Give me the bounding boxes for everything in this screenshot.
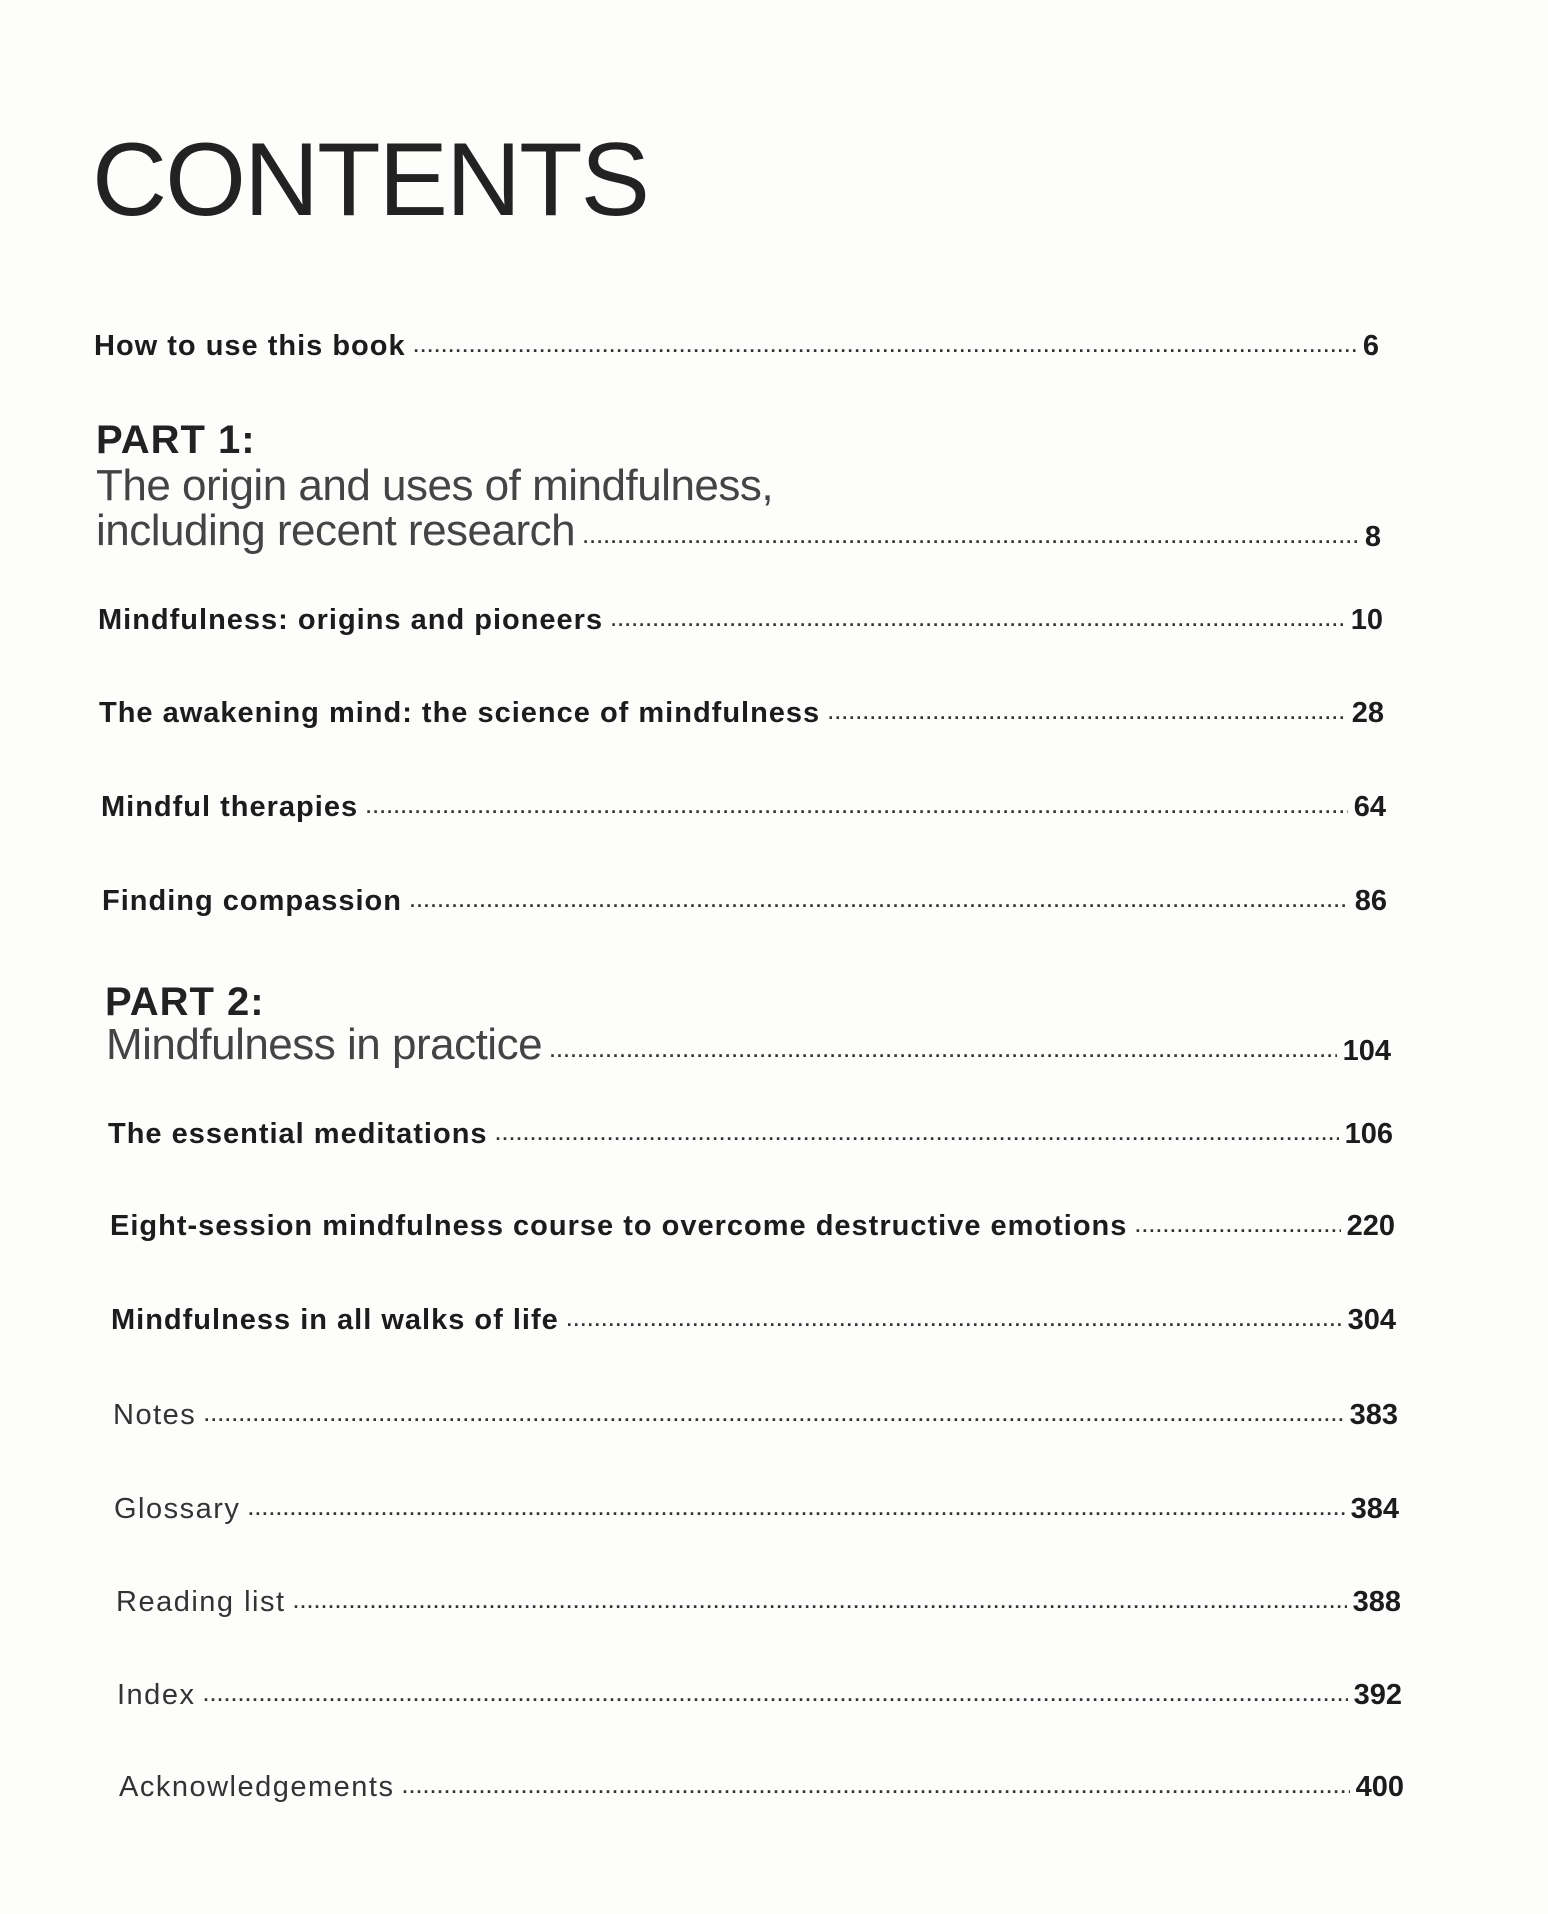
toc-entry (119, 1771, 1404, 1804)
dot-leader (366, 797, 1348, 818)
toc-entry-page: 383 (1349, 1399, 1398, 1431)
toc-entry (106, 1022, 1391, 1068)
toc-entry-label: The awakening mind: the science of mindfulness (99, 697, 821, 729)
dot-leader (496, 1124, 1339, 1145)
toc-entry-page: 10 (1350, 604, 1383, 636)
toc-entry-page: 8 (1364, 521, 1381, 553)
toc-entry (113, 1399, 1398, 1432)
toc-entry (117, 1679, 1402, 1712)
toc-entry (98, 604, 1383, 637)
toc-entry-label: Index (117, 1679, 196, 1711)
toc-entry-page: 220 (1346, 1210, 1395, 1242)
part-subtitle: The origin and uses of mindfulness, (96, 461, 774, 510)
toc-entry (114, 1493, 1399, 1526)
toc-entry-page: 6 (1362, 330, 1379, 362)
toc-entry (116, 1586, 1401, 1619)
part-label: PART 1: (96, 418, 256, 462)
toc-entry-label: How to use this book (94, 330, 406, 362)
dot-leader (203, 1685, 1347, 1706)
toc-entry-label: Glossary (114, 1493, 241, 1525)
toc-entry (102, 885, 1387, 918)
page-title: CONTENTS (92, 122, 648, 238)
toc-entry (96, 508, 1381, 554)
dot-leader (204, 1405, 1343, 1426)
toc-entry (101, 791, 1386, 824)
toc-entry-page: 86 (1354, 885, 1387, 917)
toc-entry-label: The essential meditations (108, 1118, 488, 1150)
dot-leader (248, 1499, 1344, 1520)
toc-entry (99, 697, 1384, 730)
toc-entry-label: Eight-session mindfulness course to overcome destructive emotions (110, 1210, 1128, 1242)
toc-entry-label: Notes (113, 1399, 197, 1431)
toc-entry-page: 392 (1353, 1679, 1402, 1711)
toc-entry-page: 104 (1342, 1035, 1391, 1067)
dot-leader (410, 891, 1349, 912)
toc-entry-label: Mindfulness: origins and pioneers (98, 604, 604, 636)
dot-leader (550, 1041, 1337, 1062)
toc-entry-page: 304 (1347, 1304, 1396, 1336)
toc-entry-label: Mindfulness in all walks of life (111, 1304, 559, 1336)
toc-entry-page: 64 (1353, 791, 1386, 823)
dot-leader (567, 1310, 1342, 1331)
dot-leader (414, 336, 1357, 357)
toc-entry-page: 384 (1350, 1493, 1399, 1525)
part-label: PART 2: (105, 980, 265, 1024)
dot-leader (1135, 1216, 1340, 1237)
toc-entry-page: 400 (1355, 1771, 1404, 1803)
toc-entry-page: 106 (1344, 1118, 1393, 1150)
toc-entry-label: Reading list (116, 1586, 286, 1618)
toc-entry-label: Mindful therapies (101, 791, 359, 823)
dot-leader (294, 1592, 1347, 1613)
dot-leader (611, 610, 1345, 631)
dot-leader (828, 703, 1346, 724)
part-1-heading (96, 418, 773, 509)
toc-entry (111, 1304, 1396, 1337)
toc-entry-label: Finding compassion (102, 885, 402, 917)
toc-entry (108, 1118, 1393, 1151)
part-2-heading (105, 980, 265, 1025)
toc-entry-page: 388 (1352, 1586, 1401, 1618)
toc-entry (110, 1210, 1395, 1243)
toc-entry-page: 28 (1351, 697, 1384, 729)
toc-entry (94, 330, 1379, 363)
part-subtitle: including recent research (96, 506, 576, 555)
part-subtitle: Mindfulness in practice (106, 1020, 543, 1069)
toc-entry-label: Acknowledgements (119, 1771, 395, 1803)
dot-leader (402, 1777, 1349, 1798)
dot-leader (583, 527, 1359, 548)
